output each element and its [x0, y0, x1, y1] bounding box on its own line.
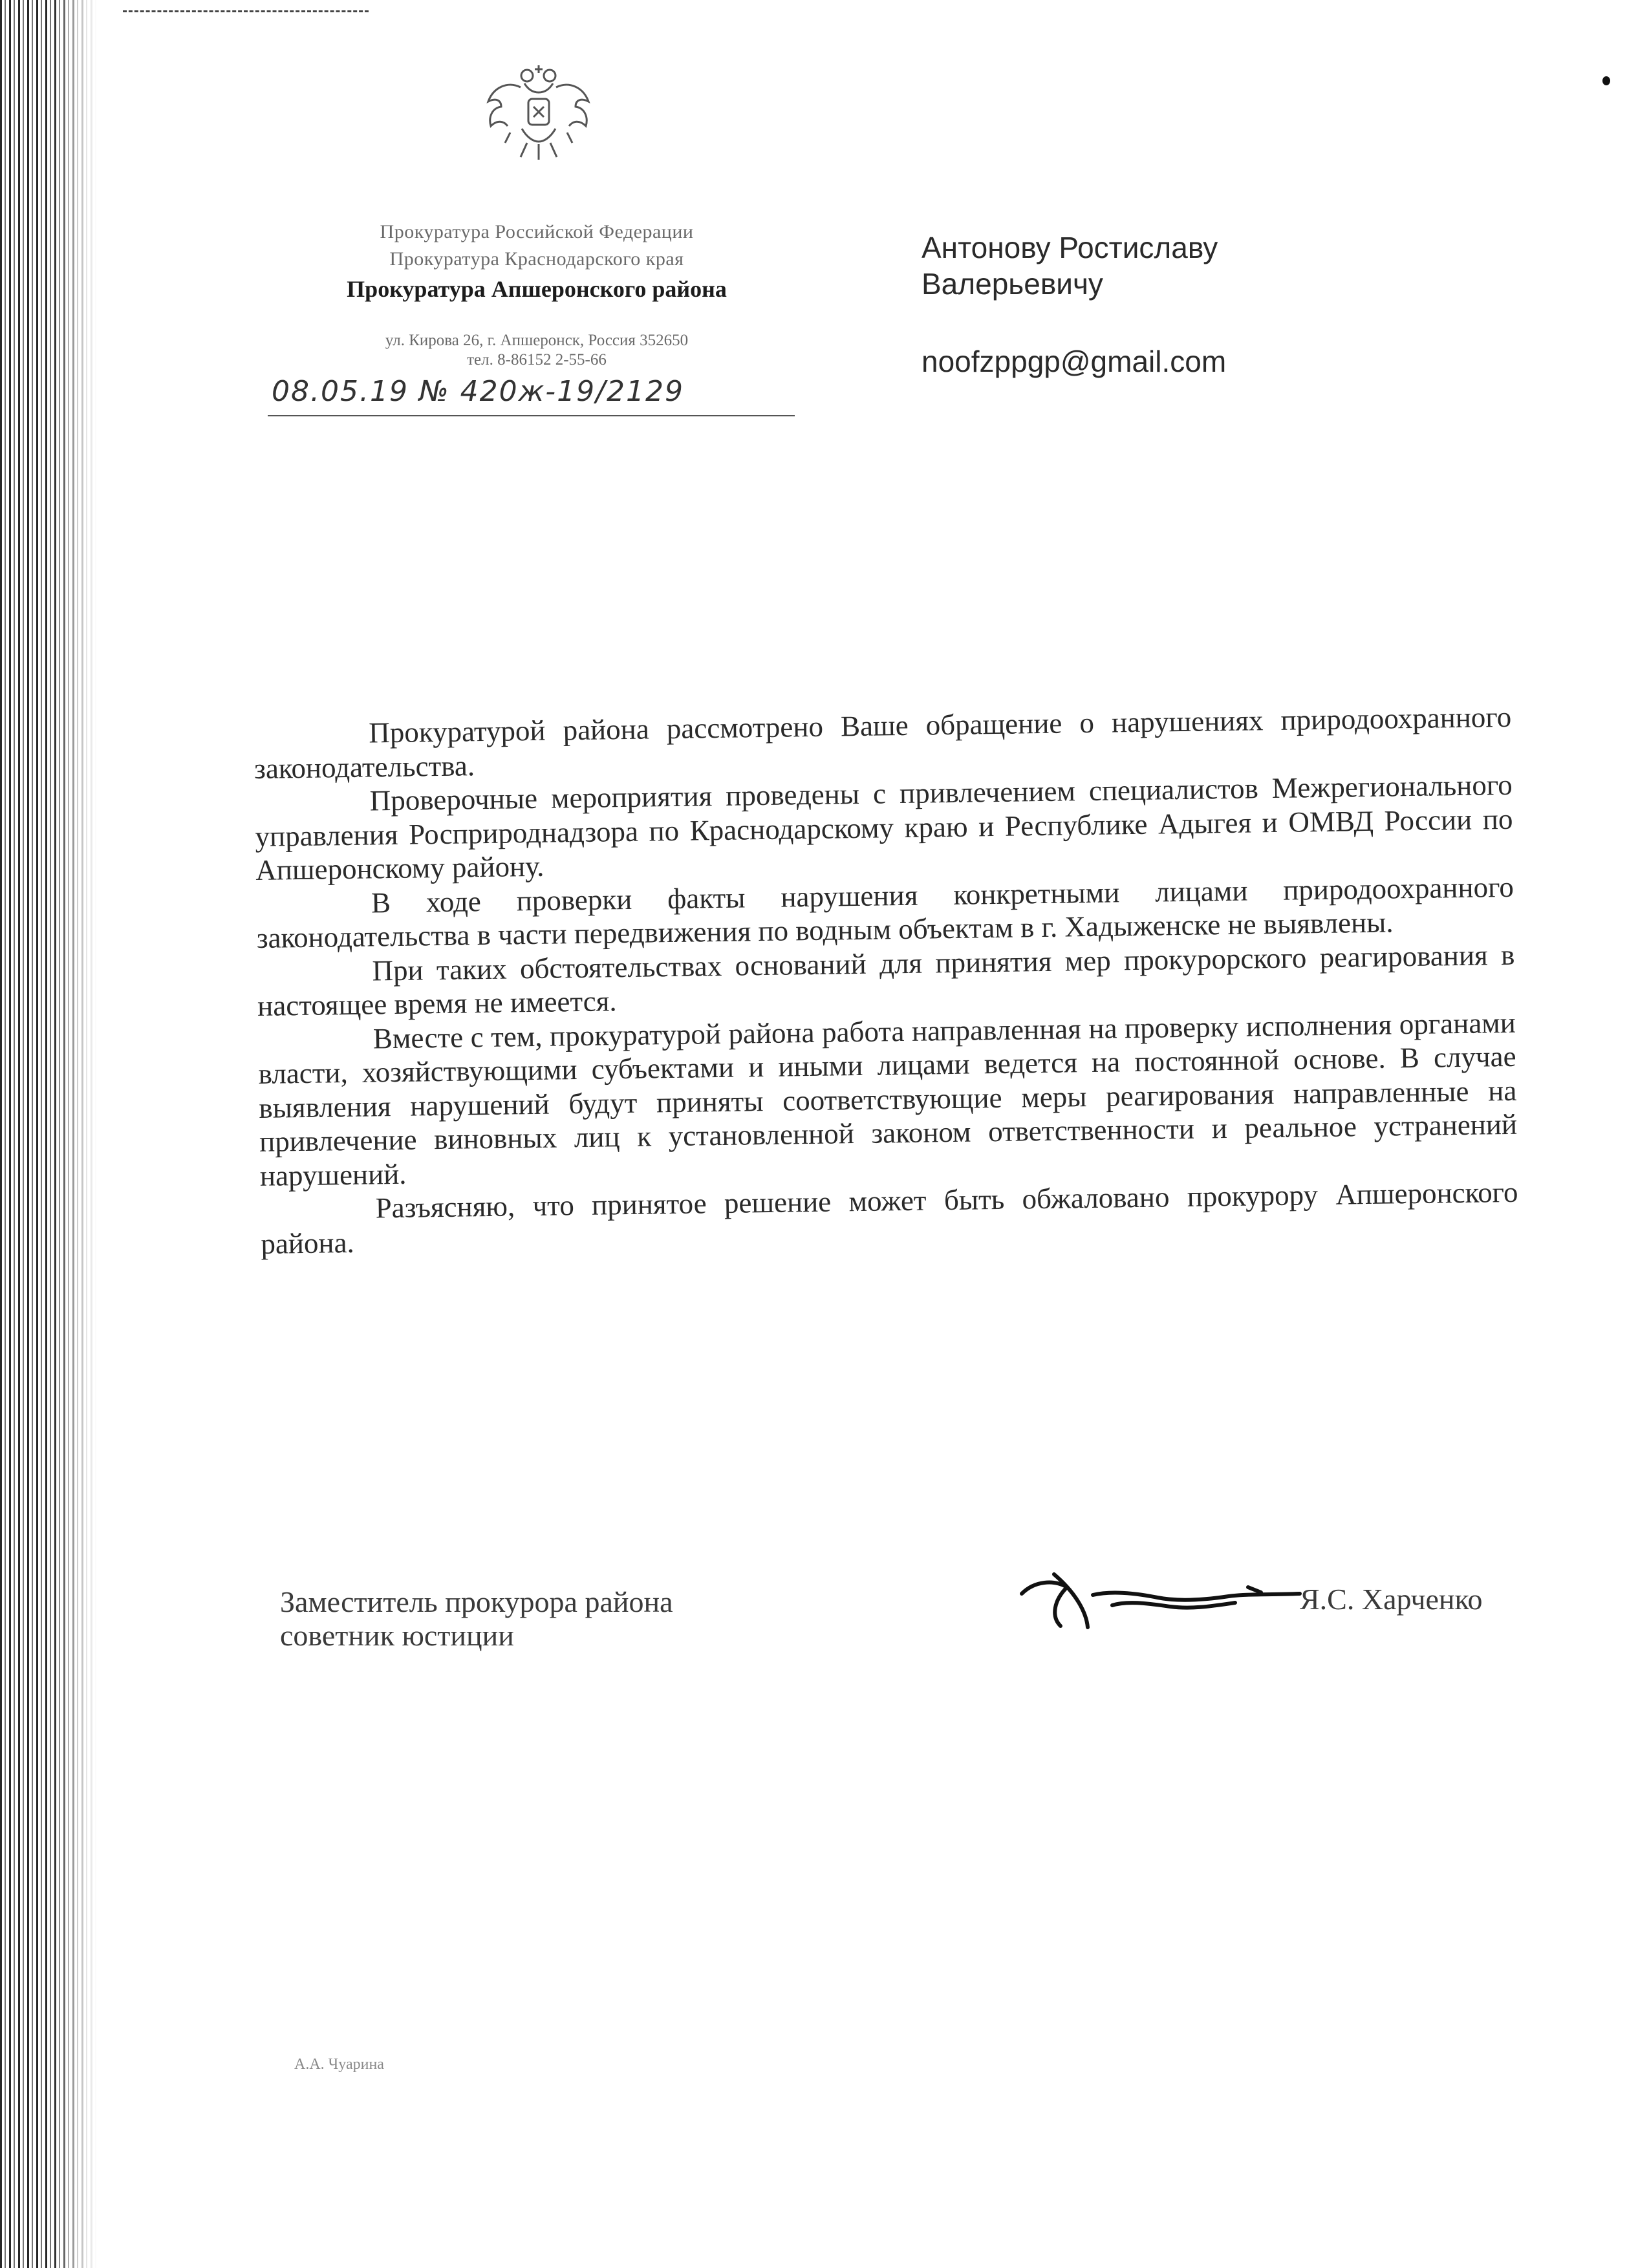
recipient-name-line2: Валерьевичу: [921, 267, 1103, 301]
scan-top-dash: [123, 10, 369, 12]
signer-name: Я.С. Харченко: [1300, 1583, 1483, 1616]
signer-position-line2: советник юстиции: [280, 1619, 514, 1652]
recipient-email: noofzppgp@gmail.com: [921, 345, 1227, 378]
body-paragraph: В ходе проверки факты нарушения конкретными лицами природоохранного законодательства в части передвижения по водным объектам в г. Хадыженске не выявлены.: [256, 870, 1514, 954]
org-line-federation: Прокуратура Российской Федерации: [380, 221, 694, 242]
scan-edge-noise: [0, 0, 97, 2268]
signer-position: [280, 1585, 673, 1653]
registration-line: [272, 375, 789, 408]
body-paragraph: Разъясняю, что принятое решение может быть обжаловано прокурору Апшеронского района.: [261, 1175, 1518, 1260]
executor-name: А.А. Чуарина: [294, 2056, 384, 2073]
registration-underline: [268, 415, 795, 416]
letter-body: [253, 700, 1519, 1261]
recipient-block: [921, 230, 1503, 380]
body-paragraph: Прокуратурой района рассмотрено Ваше обращение о нарушениях природоохранного законодательства.: [253, 700, 1512, 785]
body-paragraph: Проверочные мероприятия проведены с привлечением специалистов Межрегионального управления Росприроднадзора по Краснодарскому краю и Республике Адыгея и ОМВД России по Апшеронскому району.: [255, 768, 1513, 886]
coat-of-arms-icon: [482, 61, 595, 165]
signer-position-line1: Заместитель прокурора района: [280, 1585, 673, 1618]
handwritten-signature: [1015, 1555, 1306, 1645]
org-name-district: Прокуратура Апшеронского района: [347, 276, 727, 302]
registration-number: 08.05.19 № 420ж-19/2129: [272, 375, 684, 408]
org-line-region: Прокуратура Краснодарского края: [389, 248, 684, 270]
scan-dot: [1602, 76, 1610, 85]
sender-address: ул. Кирова 26, г. Апшеронск, Россия 352650: [385, 332, 689, 349]
body-paragraph: При таких обстоятельствах оснований для принятия мер прокурорского реагирования в настоящее время не имеется.: [257, 938, 1515, 1022]
sender-phone: тел. 8-86152 2-55-66: [467, 351, 607, 369]
recipient-name-line1: Антонову Ростиславу: [921, 231, 1218, 264]
sender-header: [246, 219, 828, 370]
body-paragraph: Вместе с тем, прокуратурой района работа направленная на проверку исполнения органами власти, хозяйствующими субъектами и иными лицами ведется на постоянной основе. В случае выявления нарушений будут приняты соответствующие меры реагирования направленные на привлечение виновных лиц к установленной законом ответственности и реальное устранений нарушений.: [258, 1006, 1518, 1192]
